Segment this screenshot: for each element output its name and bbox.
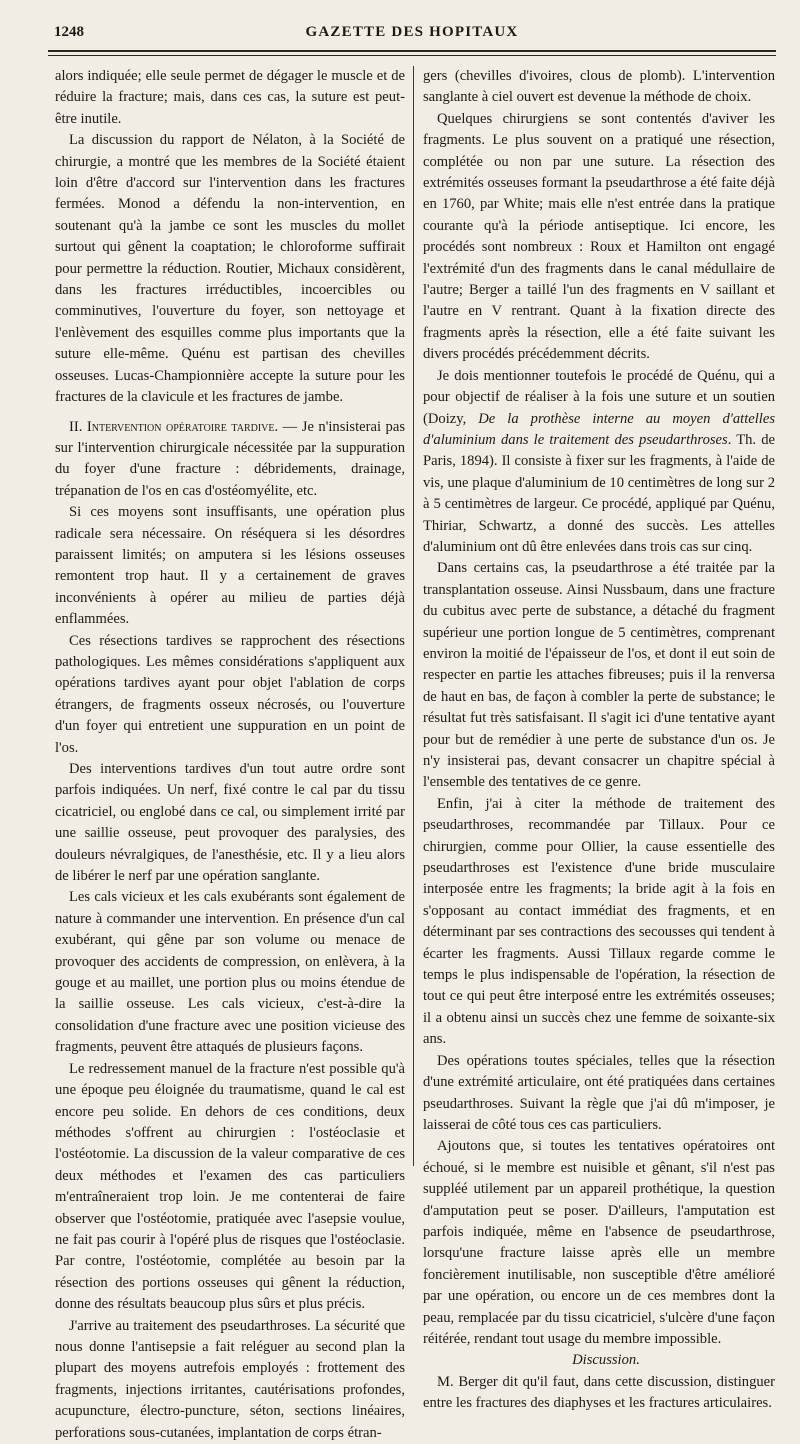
section-text: — Je n'insisterai pas sur l'intervention chirurgicale nécessitée par la suppuration du foyer d'une fracture : débridements, drainage, trépanation de l'os en cas d'ostéomyélite, etc. <box>55 418 405 499</box>
paragraph: La discussion du rapport de Nélaton, à la Société de chirurgie, a montré que les membres de la Société étaient loin d'être d'accord sur l'intervention dans les fractures fermées. Monod a défendu la non-intervention, en soutenant qu'à la jambe ce sont les muscles du mollet surtout qui gênent la coaptation; le chloroforme suffirait pour permettre la réduction. Routier, Michaux considèrent, dans les fractures irréductibles, incoercibles ou comminutives, l'ouverture du foyer, son nettoyage et l'enlèvement des esquilles comme plus importants que la suture elle-même. Quénu est partisan des chevilles osseuses. Lucas-Championnière accepte la suture pour les fractures de la clavicule et les fractures de jambe. <box>55 132 405 406</box>
section-heading: II. Intervention opératoire tardive. <box>69 418 279 435</box>
citation-rest: . Th. de Paris, 1894). Il consiste à fixer sur les fragments, à l'aide de vis, une plaque d'aluminium de 10 centimètres de long sur 2 à 5 centimètres de largeur. Ce procédé, appliqué par Quénu, Thiriar, Schwartz, a donné des succès. Les attelles d'aluminium ont dû être enlevées dans trois cas sur cinq. <box>423 431 775 555</box>
paragraph: Enfin, j'ai à citer la méthode de traitement des pseudarthroses, recommandée par Tillaux. Pour ce chirurgien, comme pour Ollier, la cause essentielle des pseudarthroses est l'existence d'une bride musculaire interposée entre les fragments; la bride agit à la fois en s'opposant au contact immédiat des fragments, et en déterminant par ses contractions des secousses qui tendent à écarter les fragments. Aussi Tillaux regarde comme le temps le plus indispensable de l'opération, la résection de tout ce qui peut être interposé entre les extrémités osseuses; il a obtenu ainsi un succès chez une femme de soixante-six ans. <box>423 795 775 1048</box>
paragraph: alors indiquée; elle seule permet de dégager le muscle et de réduire la fracture; mais, dans ces cas, la suture est peut-être inutile. <box>55 68 405 127</box>
paragraph: Si ces moyens sont insuffisants, une opération plus radicale sera nécessaire. On réséquera si les désordres paraissent limités; on amputera si les lésions osseuses remontent trop haut. Il y a certainement de graves inconvénients à opérer au milieu de parties déjà enflammées. <box>55 504 405 628</box>
discussion-heading: Discussion. <box>572 1352 640 1369</box>
paragraph: Ces résections tardives se rapprochent des résections pathologiques. Les mêmes considérations s'appliquent aux opérations tardives ayant pour objet l'ablation de corps étrangers, de fragments osseux nécrosés, ou l'ouverture d'un foyer qui entretient une suppuration en un point de l'os. <box>55 632 405 756</box>
paragraph-with-citation <box>423 366 775 559</box>
left-column <box>55 66 405 1441</box>
paragraph: Des opérations toutes spéciales, telles que la résection d'une extrémité articulaire, ont été pratiquées dans certaines pseudarthroses. Suivant la règle que j'ai dû m'imposer, je laisserai de côté tous ces cas particuliers. <box>423 1052 775 1133</box>
section-paragraph <box>55 417 405 503</box>
header-rule-thin <box>48 55 776 56</box>
paragraph: gers (chevilles d'ivoires, clous de plomb). L'intervention sanglante à ciel ouvert est devenue la méthode de choix. <box>423 68 775 106</box>
paragraph: Les cals vicieux et les cals exubérants sont également de nature à commander une intervention. En présence d'un cal exubérant, qui gêne par son volume ou menace de provoquer des accidents de compression, on enlèvera, à la gouge et au maillet, une portion plus ou moins étendue de la saillie osseuse. Les cals vicieux, c'est-à-dire la consolidation d'une fracture avec une position vicieuse des fragments, peuvent être attaqués de plusieurs façons. <box>55 889 405 1056</box>
paragraph: Des interventions tardives d'un tout autre ordre sont parfois indiquées. Un nerf, fixé contre le cal par du tissu cicatriciel, ou englobé dans ce cal, ou simplement irrité par une saillie osseuse, peut provoquer des paralysies, des douleurs névralgiques, de l'anesthésie, etc. Il y a lieu alors de libérer le nerf par une opération sanglante. <box>55 761 405 885</box>
paragraph: Le redressement manuel de la fracture n'est possible qu'à une époque peu éloignée du traumatisme, quand le cal est encore peu solide. En dehors de ces conditions, deux méthodes s'offrent au chirurgien : l'ostéoclasie et l'ostéotomie. La discussion de la valeur comparative de ces deux méthodes et l'examen des cas particuliers m'entraîneraient trop loin. Je me contenterai de faire observer que l'ostéotomie, pratiquée avec l'asepsie voulue, ne fait pas courir à l'opéré plus de risques que l'ostéoclasie. Par contre, l'ostéotomie, complétée au besoin par la résection des portions osseuses qui gênent la réduction, donne des résultats beaucoup plus sûrs et plus précis. <box>55 1060 405 1313</box>
paragraph: Quelques chirurgiens se sont contentés d'aviver les fragments. Le plus souvent on a pratiqué une résection, complétée ou non par une suture. La résection des extrémités osseuses formant la pseudarthrose a été faite déjà en 1760, par White; mais elle n'est entrée dans la pratique courante qu'à la période antiseptique. Ici encore, les procédés sont nombreux : Roux et Hamilton ont engagé l'extrémité d'un des fragments dans le canal médullaire de l'autre; Berger a taillé l'un des fragments en V saillant et l'autre en V rentrant. Quant à la fixation directe des fragments après la résection, elle a été faite suivant les divers procédés précédemment décrits. <box>423 110 775 363</box>
paragraph: M. Berger dit qu'il faut, dans cette discussion, distinguer entre les fractures des diaphyses et les fractures articulaires. <box>423 1373 775 1412</box>
paragraph: Ajoutons que, si toutes les tentatives opératoires ont échoué, si le membre est nuisible et gênant, s'il n'est pas suppléé utilement par un appareil prothétique, la question d'amputation peut se poser. D'ailleurs, l'amputation est parfois indiquée, même en l'absence de pseudarthrose, lorsqu'une fracture laisse après elle un membre foncièrement inutilisable, non susceptible d'être amélioré par une opération, ou encore un de ces membres dont la peau, remplacée par du tissu cicatriciel, s'ulcère d'une façon réitérée, rendant tout usage du membre impossible. <box>423 1138 775 1347</box>
paragraph: J'arrive au traitement des pseudarthroses. La sécurité que nous donne l'antisepsie a fait reléguer au second plan la plupart des moyens autrefois employés : frottement des fragments, injections irritantes, cautérisations profondes, acupuncture, électro-puncture, séton, sections linéaires, perforations sous-cutanées, implantation de corps étran- <box>55 1317 405 1441</box>
right-column <box>423 66 776 1412</box>
header-rule <box>48 50 776 52</box>
citation-title: De la prothèse interne au moyen d'attelles d'aluminium dans le traitement des pseudarthroses <box>423 410 776 448</box>
page-number: 1248 <box>54 24 84 40</box>
column-divider <box>413 66 414 1166</box>
running-title: GAZETTE DES HOPITAUX <box>305 24 519 40</box>
citation-lead: Je dois mentionner toutefois le procédé de Quénu, qui a pour objectif de réaliser à la fois une suture et un soutien (Doizy, <box>423 367 775 427</box>
page-header <box>48 24 776 46</box>
paragraph: Dans certains cas, la pseudarthrose a été traitée par la transplantation osseuse. Ainsi Nussbaum, dans une fracture du cubitus avec perte de substance, a détaché du fragment supérieur une portion longue de 5 centimètres, comprenant environ la moitié de l'épaisseur de l'os, et dont il eut soin de respecter en partie les attaches fibreuses; puis il la renversa de haut en bas, de façon à combler la perte de substance; le résultat fut très satisfaisant. Il s'agit ici d'une tentative ayant pour but de remédier à une perte de substance d'un os. Je n'y insisterai pas, devant consacrer un chapitre spécial à l'ensemble des tentatives de ce genre. <box>423 560 775 791</box>
